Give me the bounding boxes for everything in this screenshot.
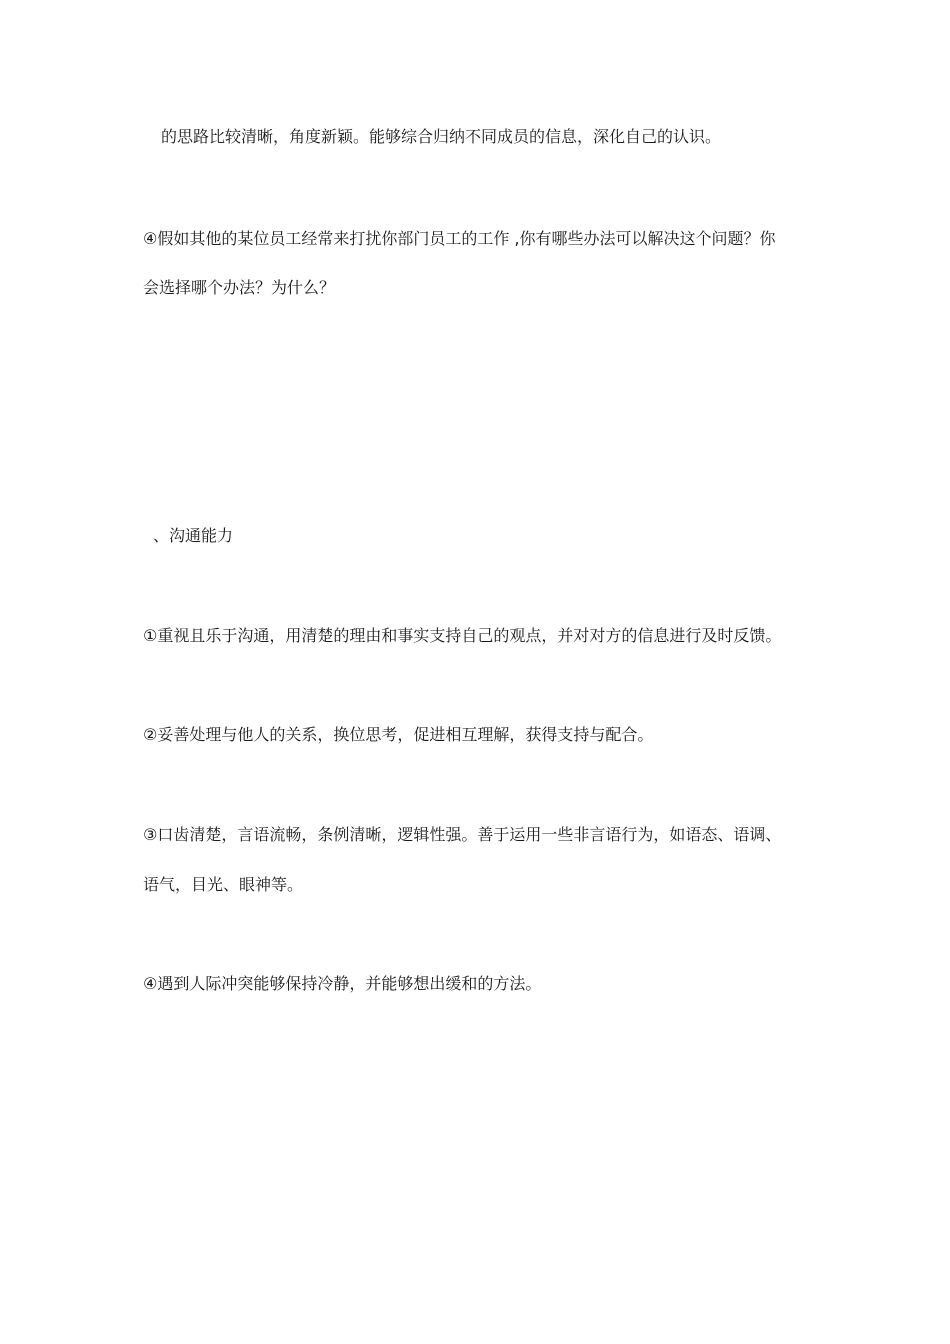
question-4-line-2: 会选择哪个办法？为什么？ <box>143 278 336 297</box>
paragraph-continuation: 的思路比较清晰，角度新颖。能够综合归纳不同成员的信息，深化自己的认识。 <box>161 127 722 146</box>
criterion-3-line-2: 语气，目光、眼神等。 <box>143 875 304 894</box>
criterion-2: ②妥善处理与他人的关系，换位思考，促进相互理解，获得支持与配合。 <box>143 725 654 744</box>
criterion-4: ④遇到人际冲突能够保持冷静，并能够想出缓和的方法。 <box>143 974 542 993</box>
criterion-1: ①重视且乐于沟通，用清楚的理由和事实支持自己的观点，并对对方的信息进行及时反馈。 <box>143 626 782 645</box>
criterion-3-line-1: ③口齿清楚，言语流畅，条例清晰，逻辑性强。善于运用一些非言语行为，如语态、语调、 <box>143 825 782 844</box>
section-heading-communication: 、沟通能力 <box>153 526 234 545</box>
question-4-line-1: ④假如其他的某位员工经常来打扰你部门员工的工作 ,你有哪些办法可以解决这个问题？你 <box>143 229 776 248</box>
